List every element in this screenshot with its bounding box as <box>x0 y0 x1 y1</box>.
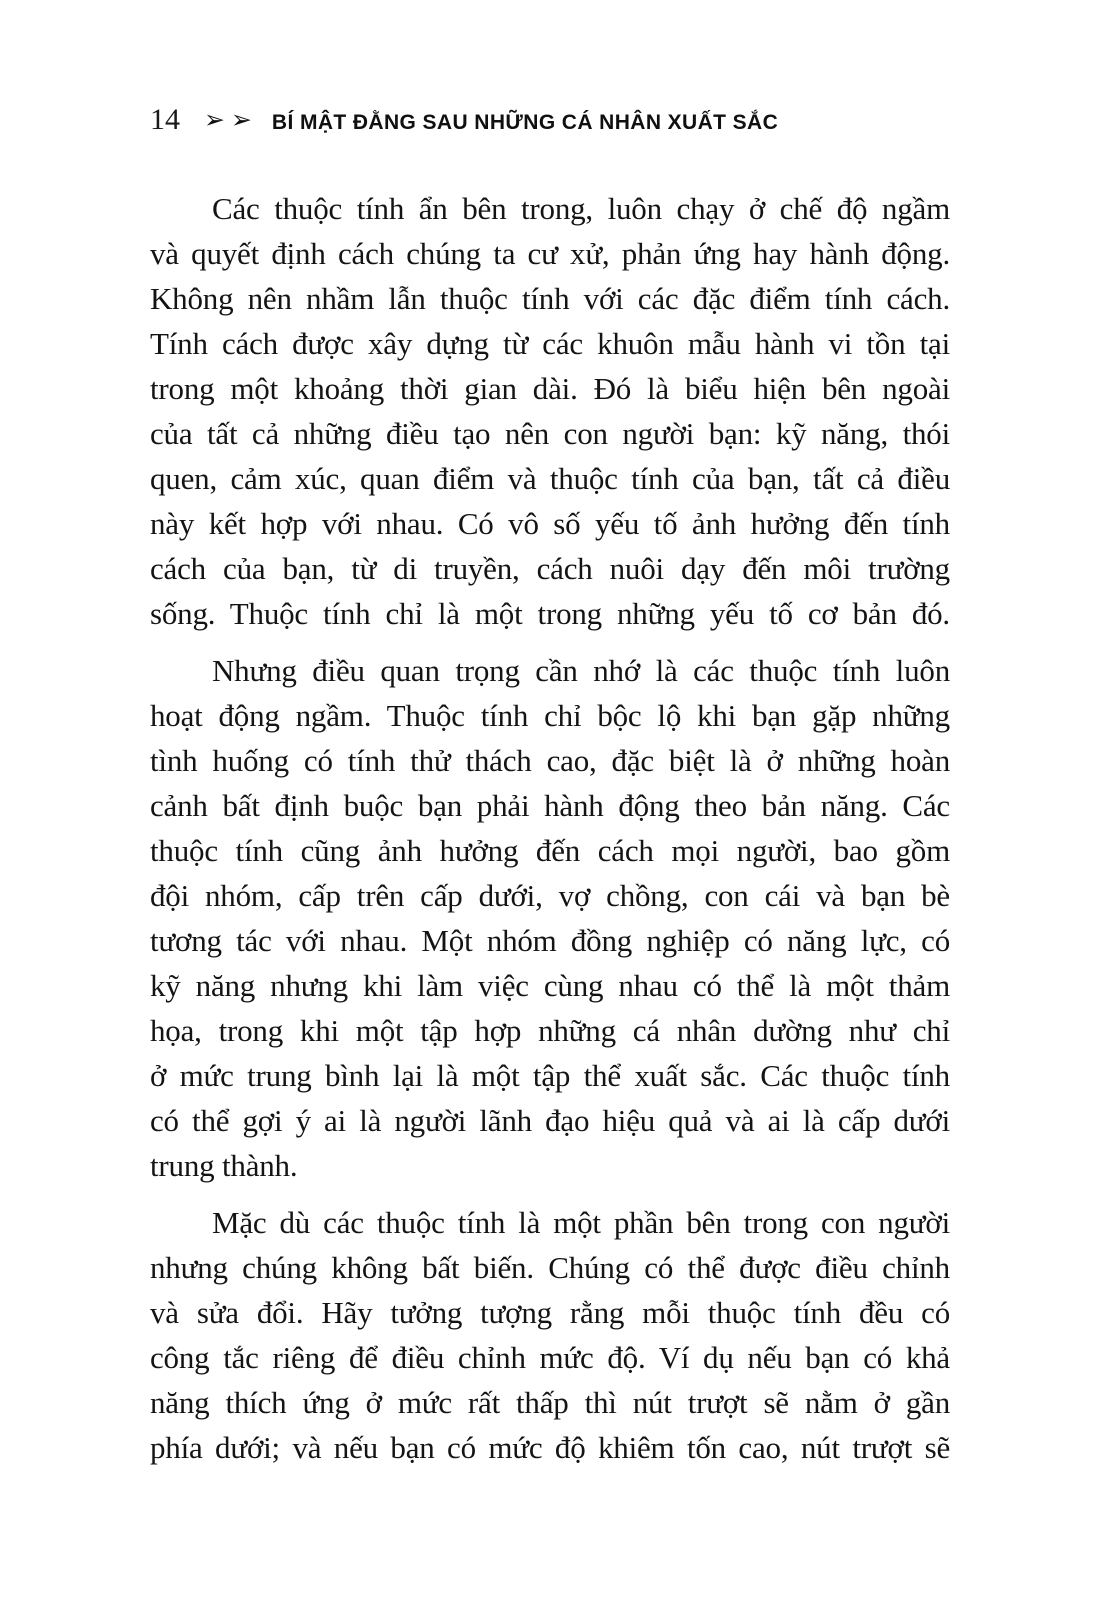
paragraph <box>150 186 950 636</box>
text-line: đội nhóm, cấp trên cấp dưới, vợ chồng, con cái và bạn bè <box>150 878 950 913</box>
text-line: sống. Thuộc tính chỉ là một trong những yếu tố cơ bản đó. <box>150 596 950 631</box>
text-line: họa, trong khi một tập hợp những cá nhân dường như chỉ <box>150 1013 950 1048</box>
running-header <box>150 103 950 137</box>
text-line: công tắc riêng để điều chỉnh mức độ. Ví dụ nếu bạn có khả <box>150 1340 950 1375</box>
text-line: Mặc dù các thuộc tính là một phần bên trong con người <box>212 1205 950 1240</box>
text-line: ở mức trung bình lại là một tập thể xuất sắc. Các thuộc tính <box>150 1058 950 1093</box>
running-title: BÍ MẬT ĐẰNG SAU NHỮNG CÁ NHÂN XUẤT SẮC <box>271 111 779 134</box>
paragraph <box>150 1200 950 1470</box>
text-line: có thể gợi ý ai là người lãnh đạo hiệu quả và ai là cấp dưới <box>150 1103 950 1138</box>
text-line: tương tác với nhau. Một nhóm đồng nghiệp có năng lực, có <box>150 923 950 958</box>
text-line: trong một khoảng thời gian dài. Đó là biểu hiện bên ngoài <box>150 371 950 406</box>
text-line: phía dưới; và nếu bạn có mức độ khiêm tốn cao, nút trượt sẽ <box>150 1430 950 1465</box>
text-line: Nhưng điều quan trọng cần nhớ là các thuộc tính luôn <box>212 653 950 688</box>
text-line: tình huống có tính thử thách cao, đặc biệt là ở những hoàn <box>150 743 950 778</box>
text-line: và sửa đổi. Hãy tưởng tượng rằng mỗi thuộc tính đều có <box>150 1295 950 1330</box>
double-arrowhead-icon: ➢➢ <box>204 105 258 134</box>
body-text <box>150 186 950 1470</box>
text-line: này kết hợp với nhau. Có vô số yếu tố ảnh hưởng đến tính <box>150 506 950 541</box>
text-line: cách của bạn, từ di truyền, cách nuôi dạy đến môi trường <box>150 551 950 586</box>
text-line: nhưng chúng không bất biến. Chúng có thể được điều chỉnh <box>150 1250 950 1285</box>
text-line: thuộc tính cũng ảnh hưởng đến cách mọi người, bao gồm <box>150 833 950 868</box>
text-line: kỹ năng nhưng khi làm việc cùng nhau có thể là một thảm <box>150 968 950 1003</box>
text-line: của tất cả những điều tạo nên con người bạn: kỹ năng, thói <box>150 416 950 451</box>
text-line: trung thành. <box>150 1148 298 1183</box>
paragraph <box>150 648 950 1188</box>
text-line: hoạt động ngầm. Thuộc tính chỉ bộc lộ khi bạn gặp những <box>150 698 950 733</box>
text-line: Các thuộc tính ẩn bên trong, luôn chạy ở chế độ ngầm <box>212 191 950 226</box>
text-line: và quyết định cách chúng ta cư xử, phản ứng hay hành động. <box>150 236 950 271</box>
text-line: cảnh bất định buộc bạn phải hành động theo bản năng. Các <box>150 788 950 823</box>
text-line: quen, cảm xúc, quan điểm và thuộc tính của bạn, tất cả điều <box>150 461 950 496</box>
page-number: 14 <box>150 103 180 136</box>
text-line: Tính cách được xây dựng từ các khuôn mẫu hành vi tồn tại <box>150 326 950 361</box>
text-line: năng thích ứng ở mức rất thấp thì nút trượt sẽ nằm ở gần <box>150 1385 950 1420</box>
text-line: Không nên nhầm lẫn thuộc tính với các đặc điểm tính cách. <box>150 281 950 316</box>
